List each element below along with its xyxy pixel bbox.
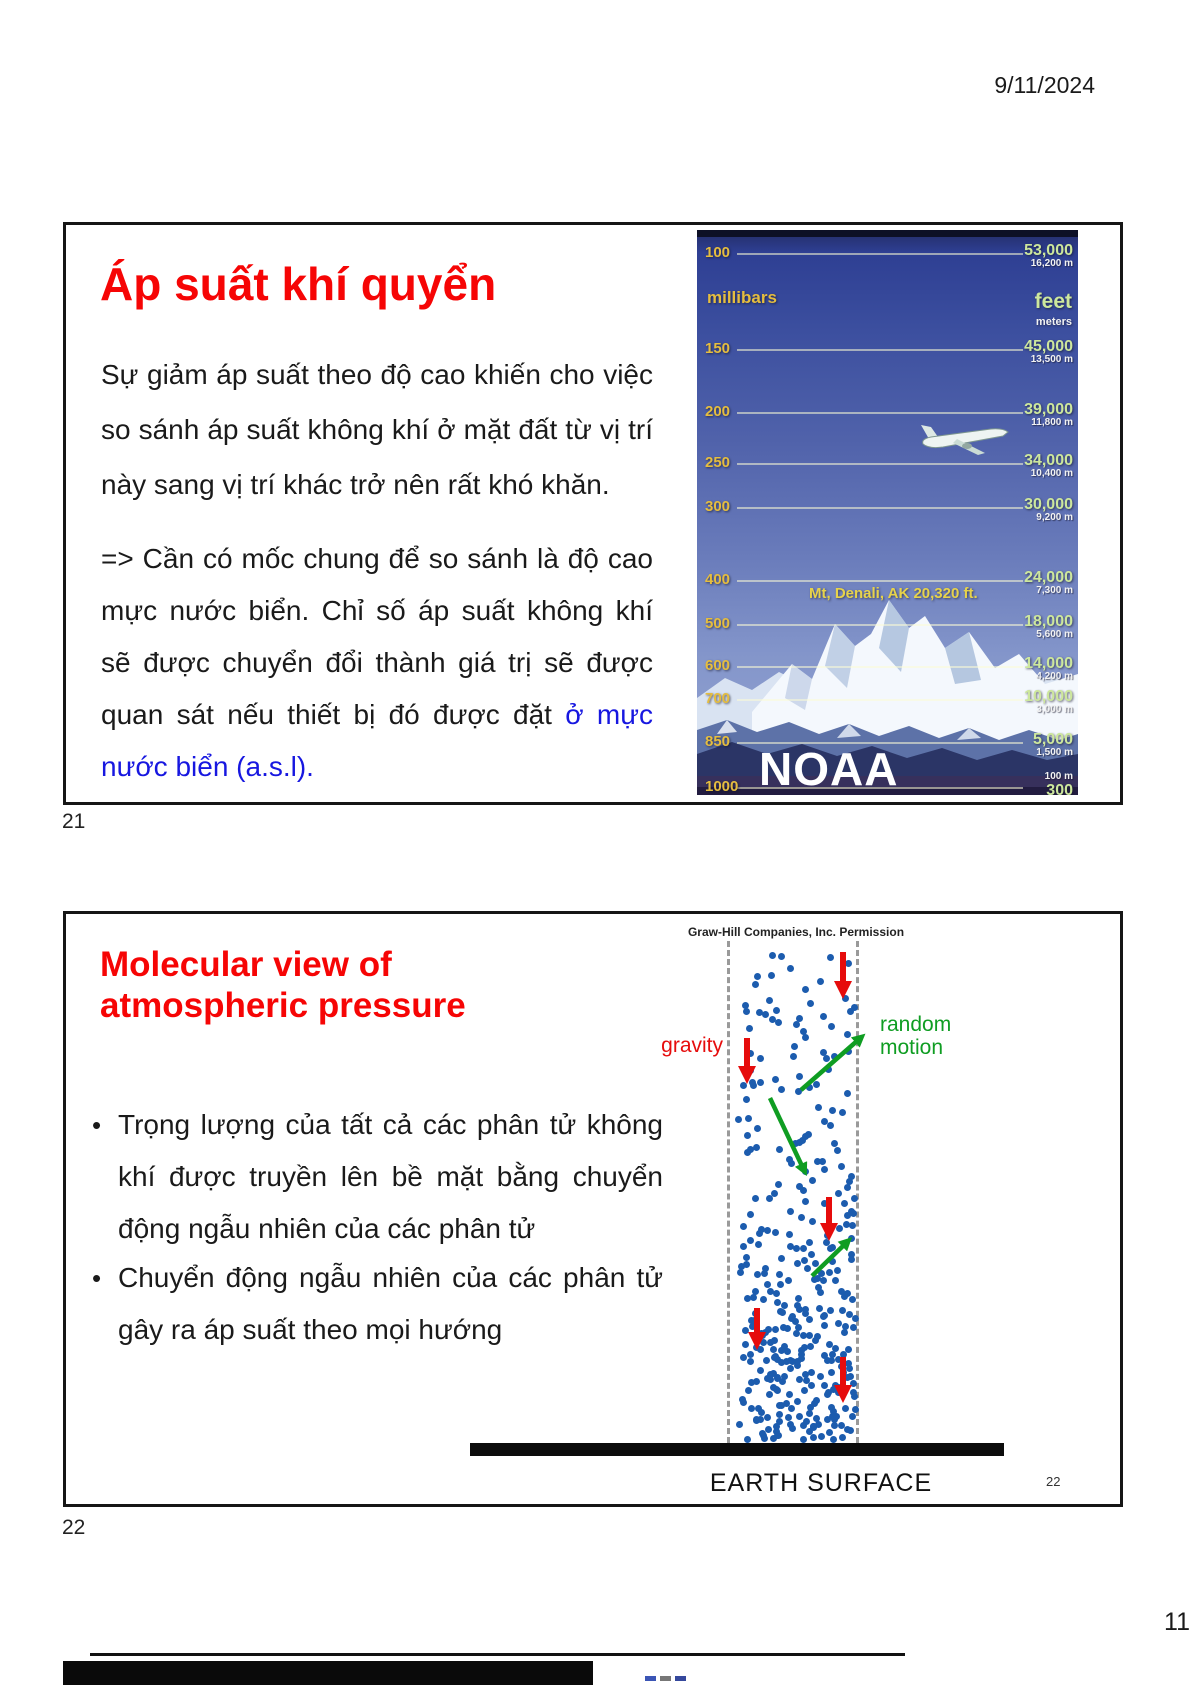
molecule-dot [796, 1413, 803, 1420]
molecule-dot [794, 1358, 801, 1365]
molecule-dot [773, 1290, 780, 1297]
molecule-dot [778, 1359, 785, 1366]
molecule-dot [796, 1139, 803, 1146]
molecule-dot [748, 1405, 755, 1412]
molecule-dot [824, 1391, 831, 1398]
molecule-dot [811, 1400, 818, 1407]
molecule-dot [835, 1389, 842, 1396]
molecule-dot [817, 978, 824, 985]
molecule-dot [793, 1021, 800, 1028]
molecule-dot [806, 1084, 813, 1091]
molecule-dot [768, 972, 775, 979]
altitude-feet-label: 5,000 [1032, 731, 1073, 748]
molecule-dot [811, 1276, 818, 1283]
molecule-dot [757, 1079, 764, 1086]
molecule-dot [808, 1369, 815, 1376]
slide22-page-number: 22 [1046, 1474, 1061, 1489]
molecule-dot [763, 1357, 770, 1364]
molecule-dot [850, 1380, 857, 1387]
molecule-dot [801, 1257, 808, 1264]
molecule-dot [802, 986, 809, 993]
molecule-dot [838, 1163, 845, 1170]
molecule-dot [839, 1362, 846, 1369]
molecule-dot [748, 1379, 755, 1386]
altitude-meters-label: 11,800 m [1031, 417, 1073, 428]
molecule-dot [781, 1302, 788, 1309]
molecule-dot [829, 1107, 836, 1114]
fragment-speck [675, 1676, 686, 1681]
molecule-dot [755, 1241, 762, 1248]
molecule-dot [757, 1055, 764, 1062]
molecule-dot [786, 1231, 793, 1238]
molecule-dot [839, 1109, 846, 1116]
altitude-meters-label: 7,300 m [1036, 585, 1073, 596]
molecule-dot [753, 1144, 760, 1151]
altitude-meters-label: 3,000 m [1036, 704, 1073, 715]
altitude-feet-label: 39,000 [1024, 401, 1073, 418]
molecule-dot [747, 1358, 754, 1365]
molecule-dot [826, 1341, 833, 1348]
molecule-dot [793, 1330, 800, 1337]
molecule-dot [802, 1168, 809, 1175]
molecule-dot [817, 1373, 824, 1380]
molecule-dot [827, 954, 834, 961]
molecule-dot [804, 1265, 811, 1272]
molecule-dot [831, 1416, 838, 1423]
molecule-dot [821, 1382, 828, 1389]
molecule-dot [774, 1299, 781, 1306]
molecule-dot [747, 1351, 754, 1358]
molecule-dot [754, 973, 761, 980]
next-slide-fragment-text [645, 1668, 690, 1685]
noaa-top-bar [697, 230, 1078, 237]
molecule-dot [835, 1320, 842, 1327]
altitude-meters-label: 9,200 m [1036, 512, 1073, 523]
pressure-gridline [737, 666, 1023, 668]
molecule-dot [834, 1267, 841, 1274]
molecule-dot [743, 1254, 750, 1261]
altitude-feet-label: 14,000 [1024, 655, 1073, 672]
molecule-dot [847, 1008, 854, 1015]
molecule-dot [843, 1221, 850, 1228]
molecule-dot [785, 1277, 792, 1284]
molecule-dot [825, 1066, 832, 1073]
molecule-dot [796, 1015, 803, 1022]
molecule-dot [816, 1305, 823, 1312]
molecule-dot [785, 1414, 792, 1421]
molecule-dot [839, 1307, 846, 1314]
date-header: 9/11/2024 [994, 72, 1095, 98]
slide-22 [63, 911, 1123, 1507]
molecule-dot [851, 1393, 858, 1400]
molecule-dot [777, 1281, 784, 1288]
bullet1-marker: • [92, 1110, 102, 1140]
molecule-dot [757, 1367, 764, 1374]
molecule-dot [849, 1222, 856, 1229]
altitude-feet-label: 18,000 [1024, 613, 1073, 630]
molecule-dot [830, 1436, 837, 1443]
random-motion-label-line2: motion [880, 1036, 944, 1059]
altitude-meters-label: 1,500 m [1036, 747, 1073, 758]
molecule-dot [747, 1211, 754, 1218]
pressure-mb-label: 600 [705, 657, 731, 674]
molecule-dot [764, 1414, 771, 1421]
molecule-dot [844, 1290, 851, 1297]
page-number: 11 [1164, 1608, 1190, 1636]
molecule-dot [772, 1229, 779, 1236]
molecule-dot [742, 1341, 749, 1348]
molecule-dot [758, 1409, 765, 1416]
molecule-dot [810, 1434, 817, 1441]
molecule-dot [795, 1088, 802, 1095]
pressure-mb-label: 1000 [705, 778, 739, 795]
molecule-dot [834, 1147, 841, 1154]
molecule-dot [764, 1281, 771, 1288]
molecule-dot [790, 1053, 797, 1060]
molecule-dot [841, 1329, 848, 1336]
earth-surface-label: EARTH SURFACE [709, 1469, 933, 1497]
molecule-dot [752, 1288, 759, 1295]
feet-unit-label: feet [1034, 290, 1072, 313]
molecule-dot [849, 1413, 856, 1420]
molecule-dot [838, 1288, 845, 1295]
molecule-dot [849, 1296, 856, 1303]
pressure-gridline [737, 412, 1023, 414]
molecule-dot [787, 1365, 794, 1372]
molecule-dot [800, 1187, 807, 1194]
molecule-dot [786, 1391, 793, 1398]
molecule-dot [821, 1166, 828, 1173]
molecule-column [727, 941, 859, 1443]
molecule-dot [807, 1343, 814, 1350]
meters-unit-label: meters [1035, 316, 1072, 328]
molecule-dot [806, 1316, 813, 1323]
fragment-speck [660, 1676, 671, 1681]
molecule-dot [846, 1311, 853, 1318]
molecule-dot [823, 1055, 830, 1062]
molecule-dot [746, 1025, 753, 1032]
pressure-gridline [737, 349, 1023, 351]
molecule-dot [828, 1404, 835, 1411]
molecule-dot [844, 1212, 851, 1219]
slide21-title: Áp suất khí quyển [100, 258, 497, 310]
slide22-bullet1: Trọng lượng của tất cả các phân tử không khí được truyền lên bề mặt bằng chuyển động ngẫu nhiên của các phân tử [118, 1109, 663, 1244]
molecule-dot [788, 1405, 795, 1412]
millibars-unit-label: millibars [707, 288, 777, 307]
altitude-feet-label: 30,000 [1024, 496, 1073, 513]
molecule-dot [840, 1351, 847, 1358]
molecule-dot [766, 1391, 773, 1398]
noaa-logo: NOAA [759, 743, 899, 795]
molecule-dot [807, 1000, 814, 1007]
molecule-dot [794, 1398, 801, 1405]
altitude-feet-label: 24,000 [1024, 569, 1073, 586]
molecule-dot [773, 1007, 780, 1014]
slide22-outside-number: 22 [62, 1516, 86, 1539]
molecule-dot [740, 1399, 747, 1406]
slide-21 [63, 222, 1123, 805]
altitude-feet-label: 53,000 [1024, 242, 1073, 259]
molecule-dot [826, 1269, 833, 1276]
molecule-dot [829, 1258, 836, 1265]
molecule-dot [850, 1324, 857, 1331]
altitude-feet-label: 10,000 [1024, 688, 1073, 705]
molecule-dot [743, 1261, 750, 1268]
altitude-meters-label: 5,600 m [1036, 629, 1073, 640]
molecule-dot [835, 1190, 842, 1197]
molecule-dot [766, 997, 773, 1004]
gravity-label: gravity [661, 1034, 723, 1057]
pressure-mb-label: 200 [705, 403, 731, 420]
molecule-dot [770, 1346, 777, 1353]
molecule-dot [772, 1326, 779, 1333]
molecule-dot [793, 1245, 800, 1252]
molecule-dot [776, 1146, 783, 1153]
molecule-dot [789, 1425, 796, 1432]
molecule-dot [778, 1402, 785, 1409]
molecule-dot [841, 1200, 848, 1207]
pressure-mb-label: 400 [705, 571, 731, 588]
fragment-speck [645, 1676, 656, 1681]
molecule-dot [794, 1260, 801, 1267]
molecule-dot [787, 965, 794, 972]
molecule-dot [810, 1423, 817, 1430]
molecule-dot [764, 1227, 771, 1234]
molecule-dot [845, 960, 852, 967]
molecule-dot [800, 1332, 807, 1339]
slide21-paragraph2-black: => Cần có mốc chung để so sánh là độ cao mực nước biển. Chỉ số áp suất không khí sẽ được chuyển đổi thành giá trị sẽ được quan sát nếu thiết bị đó được đặt [101, 543, 653, 730]
molecule-dot [851, 1195, 858, 1202]
altitude-meters-label: 100 m [1044, 771, 1073, 782]
pressure-gridline [737, 624, 1023, 626]
molecule-dot [747, 1050, 754, 1057]
molecule-dot [747, 1237, 754, 1244]
next-slide-fragment-line [90, 1653, 905, 1656]
molecule-dot [745, 1115, 752, 1122]
molecule-dot [756, 1230, 763, 1237]
molecule-dot [740, 1243, 747, 1250]
molecule-dot [824, 1232, 831, 1239]
molecule-dot [819, 1158, 826, 1165]
molecule-dot [753, 1417, 760, 1424]
molecule-dot [745, 1387, 752, 1394]
molecule-dot [747, 1067, 754, 1074]
molecule-dot [789, 1313, 796, 1320]
molecule-dot [743, 1096, 750, 1103]
pressure-gridline [737, 507, 1023, 509]
molecule-dot [821, 1322, 828, 1329]
molecule-dot [829, 1244, 836, 1251]
molecule-dot [772, 1076, 779, 1083]
slide22-title [100, 944, 466, 1026]
altitude-feet-label: 45,000 [1024, 338, 1073, 355]
molecule-dot [791, 1043, 798, 1050]
molecule-dot [831, 1140, 838, 1147]
molecule-dot [818, 1433, 825, 1440]
molecule-dot [827, 1307, 834, 1314]
next-slide-fragment-bar [63, 1661, 593, 1685]
altitude-meters-label: 4,200 m [1036, 671, 1073, 682]
molecule-dot [798, 1214, 805, 1221]
slide22-bullet2: Chuyển động ngẫu nhiên của các phân tử gây ra áp suất theo mọi hướng [118, 1262, 663, 1345]
pressure-mb-label: 500 [705, 615, 731, 632]
molecule-dot [848, 1256, 855, 1263]
molecule-dot [809, 1218, 816, 1225]
molecule-dot [824, 1416, 831, 1423]
molecule-dot [752, 1310, 759, 1317]
molecule-dot [778, 1086, 785, 1093]
molecule-dot [844, 1031, 851, 1038]
slide22-title-line1: Molecular view of [100, 945, 392, 984]
altitude-meters-label: 13,500 m [1030, 354, 1073, 365]
random-motion-label [880, 1013, 951, 1059]
molecule-dot [839, 1434, 846, 1441]
molecule-dot [806, 1410, 813, 1417]
molecule-dot [771, 1337, 778, 1344]
molecule-dot [831, 1053, 838, 1060]
molecule-dot [842, 1405, 849, 1412]
molecule-dot [775, 1019, 782, 1026]
slide22-title-line2: atmospheric pressure [100, 986, 466, 1025]
molecule-dot [808, 1382, 815, 1389]
molecule-dot [844, 1184, 851, 1191]
pressure-mb-label: 250 [705, 454, 731, 471]
pressure-gridline [737, 580, 1023, 582]
molecule-dot [795, 1295, 802, 1302]
altitude-feet-label: 300 [1046, 782, 1073, 795]
pressure-mb-label: 850 [705, 733, 731, 750]
pressure-gridline [737, 463, 1023, 465]
molecule-dot [784, 1325, 791, 1332]
molecule-dot [844, 1090, 851, 1097]
molecule-dots [734, 949, 852, 1439]
molecule-dot [848, 1235, 855, 1242]
molecule-dot [801, 1344, 808, 1351]
molecule-dot [802, 1198, 809, 1205]
molecule-dot [769, 952, 776, 959]
noaa-figure [697, 230, 1078, 795]
molecule-dot [752, 981, 759, 988]
airplane-icon [917, 418, 1015, 460]
molecule-dot [776, 1271, 783, 1278]
slide21-outside-number: 21 [62, 810, 86, 833]
molecule-dot [778, 953, 785, 960]
molecule-dot [821, 1200, 828, 1207]
pressure-gridline [737, 699, 1023, 701]
altitude-meters-label: 10,400 m [1030, 468, 1073, 479]
molecule-dot [762, 1265, 769, 1272]
molecule-dot [815, 1104, 822, 1111]
molecule-dot [735, 1116, 742, 1123]
molecule-dot [812, 1337, 819, 1344]
molecule-dot [828, 1023, 835, 1030]
random-motion-label-line1: random [880, 1013, 952, 1036]
pressure-mb-label: 150 [705, 340, 731, 357]
molecule-dot [775, 1181, 782, 1188]
molecule-dot [740, 1354, 747, 1361]
figure-caption: Graw-Hill Companies, Inc. Permission [687, 925, 905, 939]
molecule-dot [820, 1013, 827, 1020]
slide21-paragraph1: Sự giảm áp suất theo độ cao khiến cho việc so sánh áp suất không khí ở mặt đất từ vị trí này sang vị trí khác trở nên rất khó khăn. [101, 359, 653, 500]
pressure-mb-label: 100 [705, 244, 731, 261]
molecule-dot [770, 1435, 777, 1442]
molecule-dot [744, 1132, 751, 1139]
molecule-dot [818, 1270, 825, 1277]
molecule-dot [742, 1327, 749, 1334]
altitude-meters-label: 16,200 m [1030, 258, 1073, 269]
molecule-dot [766, 1195, 773, 1202]
altitude-feet-label: 34,000 [1024, 452, 1073, 469]
molecule-dot [788, 1160, 795, 1167]
molecule-dot [826, 1429, 833, 1436]
molecule-dot [802, 1034, 809, 1041]
molecule-dot [800, 1245, 807, 1252]
molecule-dot [796, 1376, 803, 1383]
molecule-dot [787, 1208, 794, 1215]
molecule-dot [824, 1357, 831, 1364]
molecule-dot [750, 1082, 757, 1089]
molecule-dot [803, 1418, 810, 1425]
pressure-mb-label: 300 [705, 498, 731, 515]
molecule-dot [845, 1048, 852, 1055]
slide21-paragraph2-blue-link-text: ở mực nước biển (a.s.l). [101, 699, 653, 782]
molecule-dot [828, 1369, 835, 1376]
molecule-dot [806, 1239, 813, 1246]
molecule-dot [812, 1260, 819, 1267]
molecule-dot [842, 995, 849, 1002]
molecule-dot [736, 1421, 743, 1428]
slide21-paragraph2 [101, 533, 653, 793]
pressure-mb-label: 700 [705, 690, 731, 707]
molecule-dot [760, 1296, 767, 1303]
molecule-dot [813, 1081, 820, 1088]
molecule-dot [844, 1426, 851, 1433]
molecule-dot [752, 1195, 759, 1202]
molecule-dot [759, 1332, 766, 1339]
molecule-dot [740, 1223, 747, 1230]
molecule-dot [801, 1387, 808, 1394]
pressure-gridline [737, 253, 1023, 255]
molecule-dot [820, 1049, 827, 1056]
molecule-dot [832, 1277, 839, 1284]
denali-annotation: Mt, Denali, AK 20,320 ft. [809, 585, 978, 602]
molecule-dot [827, 1122, 834, 1129]
molecule-dot [776, 1411, 783, 1418]
molecule-dot [754, 1125, 761, 1132]
molecule-dot [743, 1008, 750, 1015]
molecule-dot [852, 1406, 859, 1413]
molecule-dot [754, 1271, 761, 1278]
molecule-dot [778, 1255, 785, 1262]
molecule-dot [750, 1294, 757, 1301]
molecule-dot [836, 1225, 843, 1232]
earth-surface-bar [470, 1443, 1004, 1456]
molecule-dot [809, 1177, 816, 1184]
molecule-dot [820, 1277, 827, 1284]
molecule-dot [796, 1073, 803, 1080]
molecule-dot [808, 1251, 815, 1258]
molecule-dot [740, 1082, 747, 1089]
molecule-dot [737, 1269, 744, 1276]
bullet2-marker: • [92, 1263, 102, 1293]
